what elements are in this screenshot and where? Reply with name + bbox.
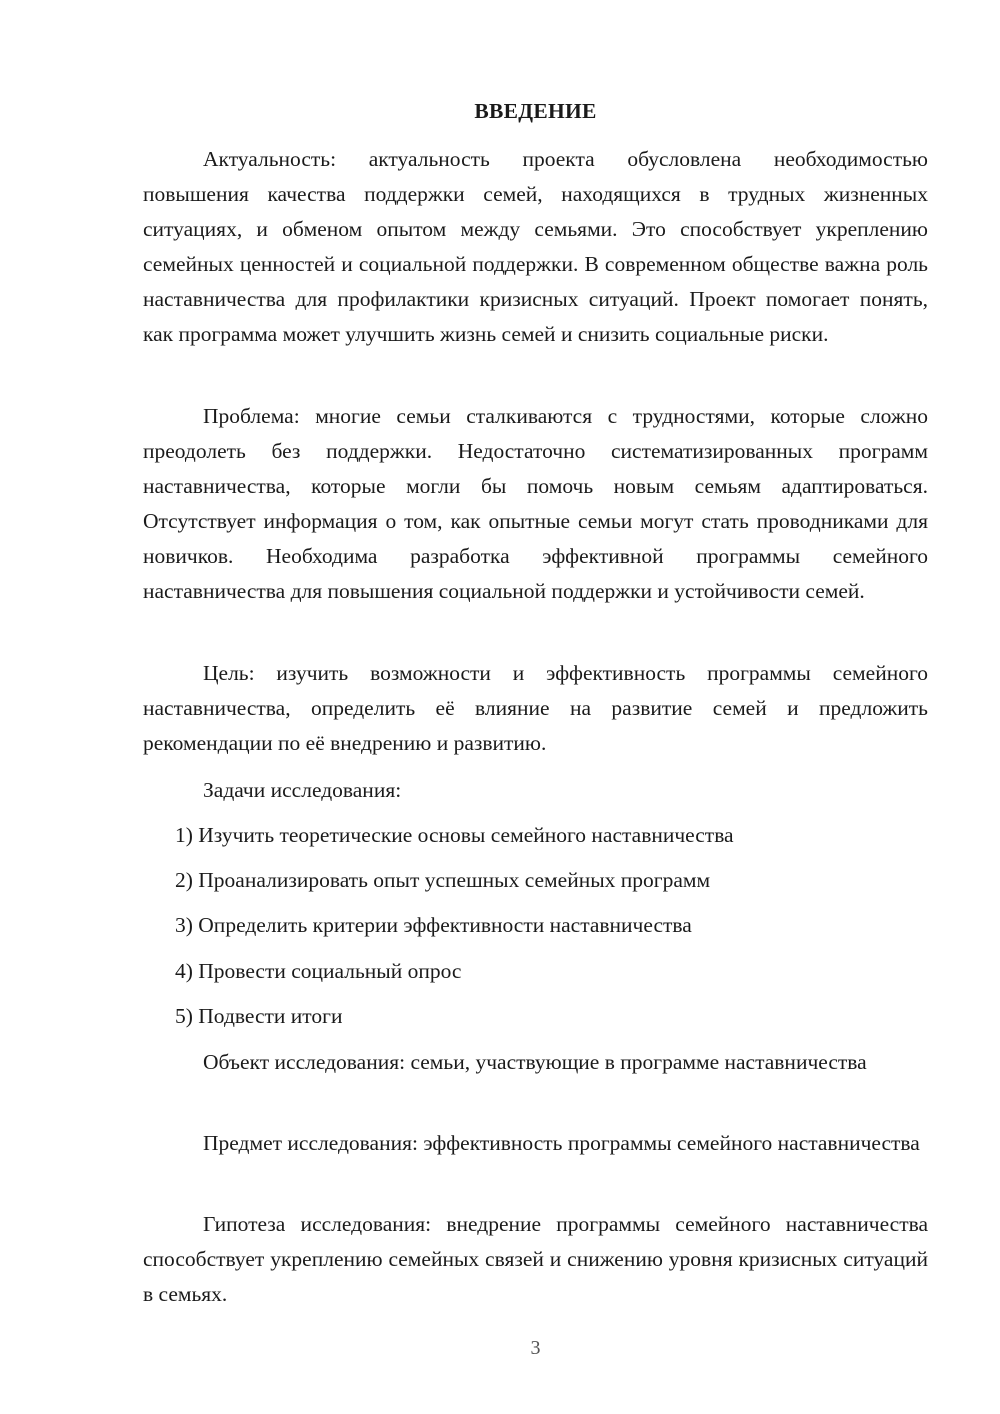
- section-title: ВВЕДЕНИЕ: [474, 99, 597, 123]
- task-item-3: 3) Определить критерии эффективности наставничества: [175, 913, 692, 937]
- paragraph-goal: Цель: изучить возможности и эффективность программы семейного наставничества, определить её влияние на развитие семей и предложить рекомендации по её внедрению и развитию.: [143, 661, 928, 755]
- task-item-4: 4) Провести социальный опрос: [175, 959, 462, 983]
- paragraph-object: Объект исследования: семьи, участвующие в программе наставничества: [203, 1050, 867, 1074]
- page-number: 3: [530, 1337, 541, 1359]
- task-item-1: 1) Изучить теоретические основы семейного наставничества: [175, 823, 734, 847]
- paragraph-tasks-heading: Задачи исследования:: [203, 778, 402, 802]
- paragraph-problem: Проблема: многие семьи сталкиваются с трудностями, которые сложно преодолеть без поддержки. Недостаточно систематизированных программ наставничества, которые могли бы помочь новым семьям адаптироваться. Отсутствует информация о том, как опытные семьи могут стать проводниками для новичков. Необходима разработка эффективной программы семейного наставничества для повышения социальной поддержки и устойчивости семей.: [143, 404, 928, 603]
- paragraph-subject: Предмет исследования: эффективность программы семейного наставничества: [203, 1131, 920, 1155]
- task-item-2: 2) Проанализировать опыт успешных семейных программ: [175, 868, 711, 892]
- paragraph-relevance: Актуальность: актуальность проекта обусловлена необходимостью повышения качества поддержки семей, находящихся в трудных жизненных ситуациях, и обменом опытом между семьями. Это способствует укреплению семейных ценностей и социальной поддержки. В современном обществе важна роль наставничества для профилактики кризисных ситуаций. Проект помогает понять, как программа может улучшить жизнь семей и снизить социальные риски.: [143, 147, 928, 346]
- paragraph-hypothesis: Гипотеза исследования: внедрение программы семейного наставничества способствует укреплению семейных связей и снижению уровня кризисных ситуаций в семьях.: [143, 1212, 928, 1306]
- task-item-5: 5) Подвести итоги: [175, 1004, 343, 1028]
